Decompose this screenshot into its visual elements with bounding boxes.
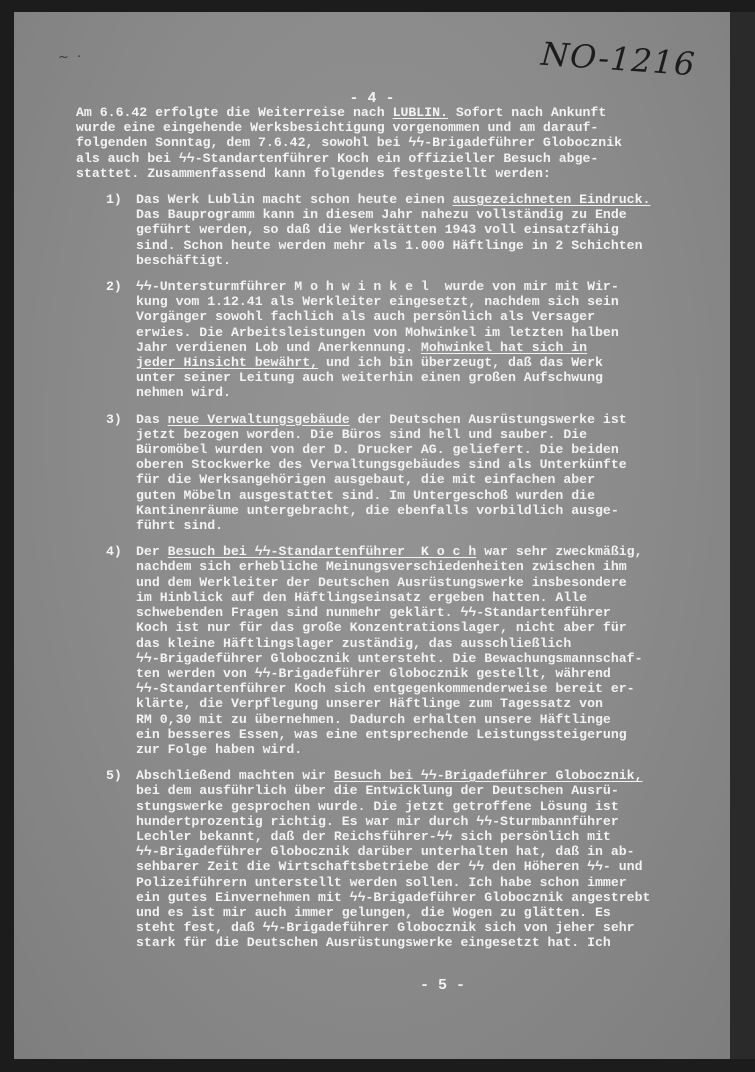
intro-paragraph: [76, 105, 706, 181]
handwritten-document-number: NO-1216: [540, 34, 698, 84]
intro-text-pre: Am 6.6.42 erfolgte die Weiterreise nach: [76, 105, 393, 120]
page-number-top: - 4 -: [349, 90, 395, 107]
item-number: 1): [106, 192, 122, 208]
item-text-pre: Das: [136, 411, 168, 427]
list-item: [76, 412, 706, 534]
item-text-post: der Deutschen Ausrüstungswerke ist jetzt bezogen worden. Die Büros sind hell und sauber. Die Büromöbel wurden von der D. Drucker AG. geliefert. Die beiden oberen Stockwerke des Verwaltungsgebäudes sind als Unterkünfte für die Werksangehörigen ausgebaut, die mit einfachen aber guten Möbeln ausgestattet sind. Im Untergeschoß wurden die Kantinenräume untergebracht, die ebenfalls vorbildlich ausge- führt sind.: [136, 411, 627, 534]
scan-edge: [730, 12, 755, 1059]
list-item: [76, 192, 706, 268]
item-text-pre: ϟϟ-Untersturmführer M o h w i n k e l wurde von mir mit Wir- kung vom 1.12.41 als Werkleiter eingesetzt, nachdem sich sein Vorgänger sowohl fachlich als auch persönlich als Versager erwies. Die Arbeitsleistungen von Mohwinkel im letzten halben Jahr verdienen Lob und Anerkennung.: [136, 279, 619, 355]
item-text: [136, 544, 706, 757]
item-number: 2): [106, 279, 122, 295]
letter-body: [76, 105, 706, 962]
item-underlined: neue Verwaltungsgebäude: [167, 411, 350, 427]
item-number: 3): [106, 411, 122, 427]
item-underlined: Besuch bei ϟϟ-Brigadeführer Globocznik,: [333, 768, 643, 784]
list-item: [76, 768, 706, 950]
item-text-post: und ich bin überzeugt, daß das Werk unter seiner Leitung auch weiterhin einen großen Aufschwung nehmen wird.: [136, 355, 603, 401]
corner-smudge: ~ ·: [58, 50, 84, 65]
list-item: [76, 544, 706, 757]
list-item: [76, 279, 706, 401]
item-text-pre: Abschließend machten wir: [136, 768, 334, 784]
item-text-post: Das Bauprogramm kann in diesem Jahr nahezu vollständig zu Ende geführt werden, so daß die Werkstätten 1943 voll einsatzfähig sind. Schon heute werden mehr als 1.000 Häftlinge in 2 Schichten beschäftigt.: [136, 207, 643, 268]
intro-underlined: LUBLIN.: [392, 105, 448, 120]
item-text-post: war sehr zweckmäßig, nachdem sich erhebliche Meinungsverschiedenheiten zwischen ihm und dem Werkleiter der Deutschen Ausrüstungswerke insbesondere im Hinblick auf den Häftlingseinsatz ergeben hatten. Alle schwebenden Fragen sind nunmehr geklärt. ϟϟ-Standartenführer Koch ist nur für das große Konzentrationslager, nicht aber für das kleine Häftlingslager zuständig, das ausschließlich ϟϟ-Brigadeführer Globocznik untersteht. Die Bewachungsmannschaf- ten werden von ϟϟ-Brigadeführer Globocznik gestellt, während ϟϟ-Standartenführer Koch sich entgegenkommenderweise bereit er- klärte, die Verpflegung unserer Häftlinge zum Tagessatz von RM 0,30 mit zu übernehmen. Dadurch erhalten unsere Häftlinge ein besseres Essen, was eine entsprechende Leistungssteigerung zur Folge haben wird.: [136, 544, 643, 757]
item-underlined: Besuch bei ϟϟ-Standartenführer K o c h: [167, 544, 477, 560]
page-number-next: - 5 -: [419, 977, 465, 994]
item-underlined: ausgezeichneten Eindruck.: [452, 192, 651, 208]
item-text-post: bei dem ausführlich über die Entwicklung der Deutschen Ausrü- stungswerke gesprochen wurde. Die jetzt getroffene Lösung ist hundertprozentig richtig. Es war mir durch ϟϟ-Sturmbannführer Lechler bekannt, daß der Reichsführer-ϟϟ sich persönlich mit ϟϟ-Brigadeführer Globocznik darüber unterhalten hat, daß in ab- sehbarer Zeit die Wirtschaftsbetriebe der ϟϟ den Höheren ϟϟ- und Polizeiführern unterstellt werden sollen. Ich habe schon immer ein gutes Einvernehmen mit ϟϟ-Brigadeführer Globocznik angestrebt und es ist mir auch immer gelungen, die Wogen zu glätten. Es steht fest, daß ϟϟ-Brigadeführer Globocznik sich von jeher sehr stark für die Deutschen Ausrüstungswerke eingesetzt hat. Ich: [136, 783, 651, 951]
item-text: [136, 192, 706, 268]
item-number: 4): [106, 544, 122, 560]
item-text-pre: Das Werk Lublin macht schon heute einen: [136, 192, 453, 208]
item-underlined: Mohwinkel hat sich in jeder Hinsicht bewährt,: [136, 339, 588, 371]
item-text-pre: Der: [136, 544, 168, 560]
item-text: [136, 279, 706, 401]
item-number: 5): [106, 768, 122, 784]
item-text: [136, 768, 706, 950]
item-text: [136, 412, 706, 534]
intro-text-post: Sofort nach Ankunft wurde eine eingehende Werksbesichtigung vorgenommen und am darauf- folgenden Sonntag, dem 7.6.42, sowohl bei ϟϟ-Brigadeführer Globocznik als auch bei ϟϟ-Standartenführer Koch ein offizieller Besuch abge- stattet. Zusammenfassend kann folgendes festgestellt werden:: [76, 105, 623, 181]
